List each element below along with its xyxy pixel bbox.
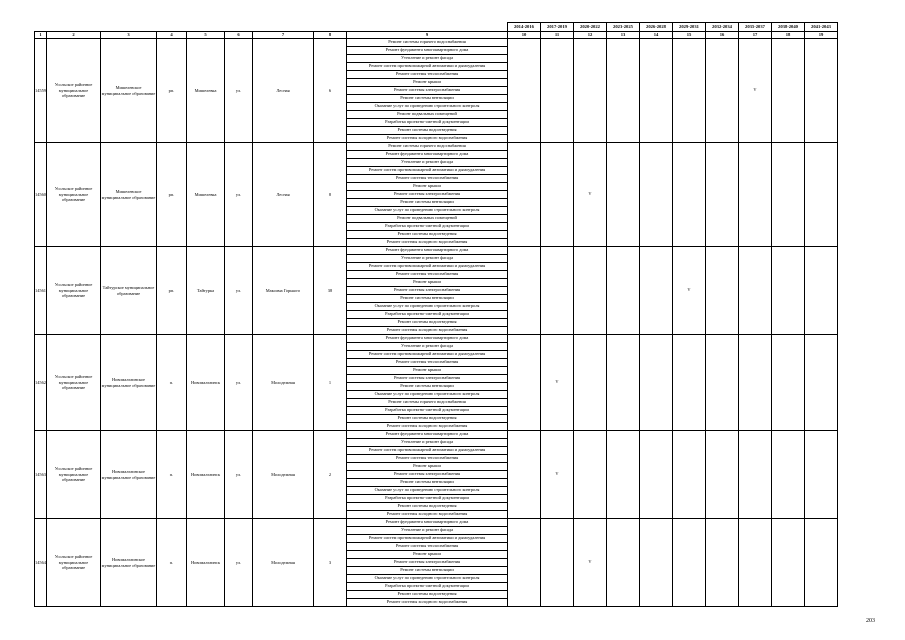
column-number: 1 bbox=[35, 32, 47, 39]
period-cell bbox=[640, 335, 673, 431]
work-item: Разработка проектно-сметной документации bbox=[347, 407, 508, 415]
work-item: Ремонт системы водоотведения bbox=[347, 319, 508, 327]
house-number: 6 bbox=[314, 39, 347, 143]
work-item: Ремонт системы электроснабжения bbox=[347, 191, 508, 199]
work-item: Ремонт систем противопожарной автоматики и дымоудаления bbox=[347, 63, 508, 71]
work-item: Ремонт системы электроснабжения bbox=[347, 559, 508, 567]
period-cell bbox=[805, 39, 838, 143]
period-cell bbox=[805, 143, 838, 247]
street-type: ул. bbox=[225, 39, 253, 143]
work-item: Ремонт фундамента многоквартирного дома bbox=[347, 431, 508, 439]
period-cell bbox=[772, 247, 805, 335]
column-number: 13 bbox=[607, 32, 640, 39]
work-item: Ремонт системы водоотведения bbox=[347, 127, 508, 135]
period-cell bbox=[673, 335, 706, 431]
work-item: Ремонт крыши bbox=[347, 367, 508, 375]
period-cell bbox=[541, 143, 574, 247]
period-cell bbox=[706, 143, 739, 247]
column-number: 19 bbox=[805, 32, 838, 39]
table-row bbox=[35, 247, 838, 255]
street-type: ул. bbox=[225, 247, 253, 335]
street-type: ул. bbox=[225, 143, 253, 247]
period-mark: V bbox=[739, 39, 772, 143]
work-item: Ремонт системы водоотведения bbox=[347, 503, 508, 511]
work-item: Ремонт системы теплоснабжения bbox=[347, 271, 508, 279]
district-name: Усольское районное муниципальное образование bbox=[47, 335, 101, 431]
work-item: Утепление и ремонт фасада bbox=[347, 439, 508, 447]
column-number: 15 bbox=[673, 32, 706, 39]
period-cell bbox=[739, 519, 772, 607]
district-name: Усольское районное муниципальное образование bbox=[47, 431, 101, 519]
settlement-name: Тайтурка bbox=[187, 247, 225, 335]
work-item: Оказание услуг по проведению строительного контроля bbox=[347, 207, 508, 215]
work-item: Утепление и ремонт фасада bbox=[347, 343, 508, 351]
period-mark: V bbox=[574, 519, 607, 607]
period-cell bbox=[706, 39, 739, 143]
table-row bbox=[35, 335, 838, 343]
header-blank-cell bbox=[253, 23, 314, 32]
record-id: 14561 bbox=[35, 247, 47, 335]
work-item: Ремонт крыши bbox=[347, 79, 508, 87]
period-header: 2041-2043 bbox=[805, 23, 838, 32]
settlement-name: Мишелевка bbox=[187, 143, 225, 247]
work-item: Ремонт фундамента многоквартирного дома bbox=[347, 47, 508, 55]
period-cell bbox=[541, 39, 574, 143]
settlement-type: рп. bbox=[157, 247, 187, 335]
period-cell bbox=[772, 143, 805, 247]
work-item: Ремонт системы горячего водоснабжения bbox=[347, 39, 508, 47]
column-number: 16 bbox=[706, 32, 739, 39]
work-item: Ремонт системы вентиляции bbox=[347, 199, 508, 207]
work-item: Ремонт системы горячего водоснабжения bbox=[347, 399, 508, 407]
district-name: Усольское районное муниципальное образование bbox=[47, 519, 101, 607]
house-number: 8 bbox=[314, 143, 347, 247]
work-item: Ремонт системы горячего водоснабжения bbox=[347, 143, 508, 151]
period-cell bbox=[541, 519, 574, 607]
street-name: Молодежная bbox=[253, 335, 314, 431]
work-item: Оказание услуг по проведению строительного контроля bbox=[347, 391, 508, 399]
work-item: Ремонт фундамента многоквартирного дома bbox=[347, 247, 508, 255]
settlement-name: Мишелевка bbox=[187, 39, 225, 143]
table-row bbox=[35, 519, 838, 527]
district-name: Усольское районное муниципальное образование bbox=[47, 143, 101, 247]
work-item: Разработка проектно-сметной документации bbox=[347, 119, 508, 127]
work-item: Ремонт подвальных помещений bbox=[347, 215, 508, 223]
period-cell bbox=[673, 519, 706, 607]
street-name: Лесная bbox=[253, 39, 314, 143]
table-row bbox=[35, 143, 838, 151]
column-number: 2 bbox=[47, 32, 101, 39]
street-type: ул. bbox=[225, 335, 253, 431]
period-cell bbox=[508, 519, 541, 607]
street-name: Молодежная bbox=[253, 431, 314, 519]
period-cell bbox=[805, 335, 838, 431]
work-item: Ремонт системы электроснабжения bbox=[347, 287, 508, 295]
period-cell bbox=[607, 39, 640, 143]
period-header: 2026-2028 bbox=[640, 23, 673, 32]
column-number: 7 bbox=[253, 32, 314, 39]
column-number: 17 bbox=[739, 32, 772, 39]
work-item: Утепление и ремонт фасада bbox=[347, 159, 508, 167]
column-number: 14 bbox=[640, 32, 673, 39]
work-item: Ремонт фундамента многоквартирного дома bbox=[347, 519, 508, 527]
table-row bbox=[35, 431, 838, 439]
street-name: Лесная bbox=[253, 143, 314, 247]
work-item: Ремонт системы теплоснабжения bbox=[347, 543, 508, 551]
period-header: 2038-2040 bbox=[772, 23, 805, 32]
settlement-type: п. bbox=[157, 335, 187, 431]
column-number: 8 bbox=[314, 32, 347, 39]
column-number: 9 bbox=[347, 32, 508, 39]
column-number: 10 bbox=[508, 32, 541, 39]
period-header: 2023-2025 bbox=[607, 23, 640, 32]
period-cell bbox=[772, 431, 805, 519]
period-cell bbox=[706, 247, 739, 335]
period-cell bbox=[640, 431, 673, 519]
period-cell bbox=[673, 39, 706, 143]
work-item: Ремонт системы холодного водоснабжения bbox=[347, 423, 508, 431]
period-header: 2032-2034 bbox=[706, 23, 739, 32]
header-blank-cell bbox=[35, 23, 47, 32]
record-id: 14559 bbox=[35, 39, 47, 143]
district-name: Усольское районное муниципальное образование bbox=[47, 247, 101, 335]
period-cell bbox=[673, 143, 706, 247]
column-number: 4 bbox=[157, 32, 187, 39]
period-cell bbox=[706, 519, 739, 607]
work-item: Ремонт системы водоотведения bbox=[347, 415, 508, 423]
header-blank-cell bbox=[47, 23, 101, 32]
work-item: Разработка проектно-сметной документации bbox=[347, 223, 508, 231]
period-cell bbox=[541, 247, 574, 335]
period-mark: V bbox=[541, 431, 574, 519]
period-cell bbox=[508, 431, 541, 519]
municipality-name: Мишелевское муниципальное образование bbox=[101, 143, 157, 247]
house-number: 3 bbox=[314, 519, 347, 607]
work-item: Ремонт системы водоотведения bbox=[347, 591, 508, 599]
period-cell bbox=[640, 519, 673, 607]
period-cell bbox=[508, 247, 541, 335]
period-cell bbox=[607, 247, 640, 335]
page-number: 203 bbox=[866, 618, 875, 624]
header-blank-cell bbox=[314, 23, 347, 32]
district-name: Усольское районное муниципальное образование bbox=[47, 39, 101, 143]
house-number: 1 bbox=[314, 335, 347, 431]
work-item: Ремонт системы электроснабжения bbox=[347, 87, 508, 95]
work-item: Ремонт системы вентиляции bbox=[347, 567, 508, 575]
period-cell bbox=[574, 431, 607, 519]
record-id: 14564 bbox=[35, 519, 47, 607]
work-item: Ремонт системы теплоснабжения bbox=[347, 175, 508, 183]
street-type: ул. bbox=[225, 431, 253, 519]
period-mark: V bbox=[541, 335, 574, 431]
work-item: Ремонт системы вентиляции bbox=[347, 479, 508, 487]
period-cell bbox=[574, 247, 607, 335]
street-name: Молодежная bbox=[253, 519, 314, 607]
capital-repair-schedule-table bbox=[34, 22, 838, 607]
work-item: Утепление и ремонт фасада bbox=[347, 55, 508, 63]
work-item: Ремонт систем противопожарной автоматики и дымоудаления bbox=[347, 351, 508, 359]
work-item: Ремонт системы водоотведения bbox=[347, 231, 508, 239]
work-item: Ремонт систем противопожарной автоматики и дымоудаления bbox=[347, 535, 508, 543]
period-cell bbox=[607, 143, 640, 247]
period-cell bbox=[739, 247, 772, 335]
settlement-name: Новомальтинск bbox=[187, 519, 225, 607]
work-item: Ремонт крыши bbox=[347, 183, 508, 191]
period-cell bbox=[508, 335, 541, 431]
period-cell bbox=[772, 519, 805, 607]
record-id: 14560 bbox=[35, 143, 47, 247]
work-item: Ремонт системы холодного водоснабжения bbox=[347, 135, 508, 143]
work-item: Ремонт подвальных помещений bbox=[347, 111, 508, 119]
period-cell bbox=[640, 39, 673, 143]
work-item: Оказание услуг по проведению строительного контроля bbox=[347, 303, 508, 311]
work-item: Оказание услуг по проведению строительного контроля bbox=[347, 487, 508, 495]
municipality-name: Мишелевское муниципальное образование bbox=[101, 39, 157, 143]
work-item: Ремонт системы вентиляции bbox=[347, 295, 508, 303]
work-item: Ремонт систем противопожарной автоматики и дымоудаления bbox=[347, 167, 508, 175]
column-number: 5 bbox=[187, 32, 225, 39]
period-header: 2029-2031 bbox=[673, 23, 706, 32]
settlement-name: Новомальтинск bbox=[187, 335, 225, 431]
period-cell bbox=[607, 431, 640, 519]
work-item: Ремонт крыши bbox=[347, 463, 508, 471]
period-cell bbox=[574, 39, 607, 143]
work-item: Разработка проектно-сметной документации bbox=[347, 495, 508, 503]
column-number: 3 bbox=[101, 32, 157, 39]
period-cell bbox=[508, 39, 541, 143]
work-item: Ремонт системы холодного водоснабжения bbox=[347, 239, 508, 247]
settlement-type: рп. bbox=[157, 39, 187, 143]
period-header: 2035-2037 bbox=[739, 23, 772, 32]
work-item: Ремонт системы вентиляции bbox=[347, 95, 508, 103]
period-cell bbox=[640, 143, 673, 247]
table-row bbox=[35, 39, 838, 47]
municipality-name: Новомальтинское муниципальное образование bbox=[101, 431, 157, 519]
period-cell bbox=[574, 335, 607, 431]
work-item: Ремонт системы теплоснабжения bbox=[347, 71, 508, 79]
header-blank-cell bbox=[225, 23, 253, 32]
period-cell bbox=[640, 247, 673, 335]
work-item: Ремонт системы холодного водоснабжения bbox=[347, 511, 508, 519]
table-body bbox=[35, 23, 838, 607]
record-id: 14562 bbox=[35, 335, 47, 431]
period-cell bbox=[607, 519, 640, 607]
period-header: 2017-2019 bbox=[541, 23, 574, 32]
column-number: 11 bbox=[541, 32, 574, 39]
work-item: Разработка проектно-сметной документации bbox=[347, 583, 508, 591]
street-type: ул. bbox=[225, 519, 253, 607]
record-id: 14563 bbox=[35, 431, 47, 519]
work-item: Оказание услуг по проведению строительного контроля bbox=[347, 103, 508, 111]
period-cell bbox=[805, 247, 838, 335]
header-blank-cell bbox=[347, 23, 508, 32]
settlement-type: рп. bbox=[157, 143, 187, 247]
period-cell bbox=[607, 335, 640, 431]
header-blank-cell bbox=[187, 23, 225, 32]
work-item: Утепление и ремонт фасада bbox=[347, 255, 508, 263]
house-number: 38 bbox=[314, 247, 347, 335]
column-number-row bbox=[35, 32, 838, 39]
period-cell bbox=[706, 335, 739, 431]
period-cell bbox=[673, 431, 706, 519]
period-cell bbox=[706, 431, 739, 519]
work-item: Ремонт системы электроснабжения bbox=[347, 375, 508, 383]
period-mark: V bbox=[574, 143, 607, 247]
work-item: Ремонт систем противопожарной автоматики и дымоудаления bbox=[347, 263, 508, 271]
period-cell bbox=[739, 143, 772, 247]
work-item: Ремонт системы холодного водоснабжения bbox=[347, 327, 508, 335]
work-item: Ремонт системы теплоснабжения bbox=[347, 455, 508, 463]
municipality-name: Тайтурское муниципальное образование bbox=[101, 247, 157, 335]
house-number: 2 bbox=[314, 431, 347, 519]
settlement-type: п. bbox=[157, 519, 187, 607]
period-cell bbox=[739, 335, 772, 431]
settlement-name: Новомальтинск bbox=[187, 431, 225, 519]
work-item: Разработка проектно-сметной документации bbox=[347, 311, 508, 319]
column-number: 6 bbox=[225, 32, 253, 39]
street-name: Максима Горького bbox=[253, 247, 314, 335]
period-header: 2014-2016 bbox=[508, 23, 541, 32]
work-item: Ремонт системы холодного водоснабжения bbox=[347, 599, 508, 607]
period-cell bbox=[805, 431, 838, 519]
work-item: Ремонт фундамента многоквартирного дома bbox=[347, 151, 508, 159]
work-item: Ремонт системы теплоснабжения bbox=[347, 359, 508, 367]
settlement-type: п. bbox=[157, 431, 187, 519]
work-item: Ремонт системы вентиляции bbox=[347, 383, 508, 391]
period-header: 2020-2022 bbox=[574, 23, 607, 32]
period-cell bbox=[772, 39, 805, 143]
period-header-row bbox=[35, 23, 838, 32]
work-item: Ремонт крыши bbox=[347, 551, 508, 559]
header-blank-cell bbox=[101, 23, 157, 32]
work-item: Ремонт крыши bbox=[347, 279, 508, 287]
period-cell bbox=[772, 335, 805, 431]
column-number: 12 bbox=[574, 32, 607, 39]
period-mark: V bbox=[673, 247, 706, 335]
work-item: Ремонт фундамента многоквартирного дома bbox=[347, 335, 508, 343]
header-blank-cell bbox=[157, 23, 187, 32]
column-number: 18 bbox=[772, 32, 805, 39]
period-cell bbox=[508, 143, 541, 247]
work-item: Ремонт системы электроснабжения bbox=[347, 471, 508, 479]
work-item: Ремонт систем противопожарной автоматики и дымоудаления bbox=[347, 447, 508, 455]
period-cell bbox=[805, 519, 838, 607]
work-item: Утепление и ремонт фасада bbox=[347, 527, 508, 535]
municipality-name: Новомальтинское муниципальное образование bbox=[101, 519, 157, 607]
period-cell bbox=[739, 431, 772, 519]
municipality-name: Новомальтинское муниципальное образование bbox=[101, 335, 157, 431]
work-item: Оказание услуг по проведению строительного контроля bbox=[347, 575, 508, 583]
